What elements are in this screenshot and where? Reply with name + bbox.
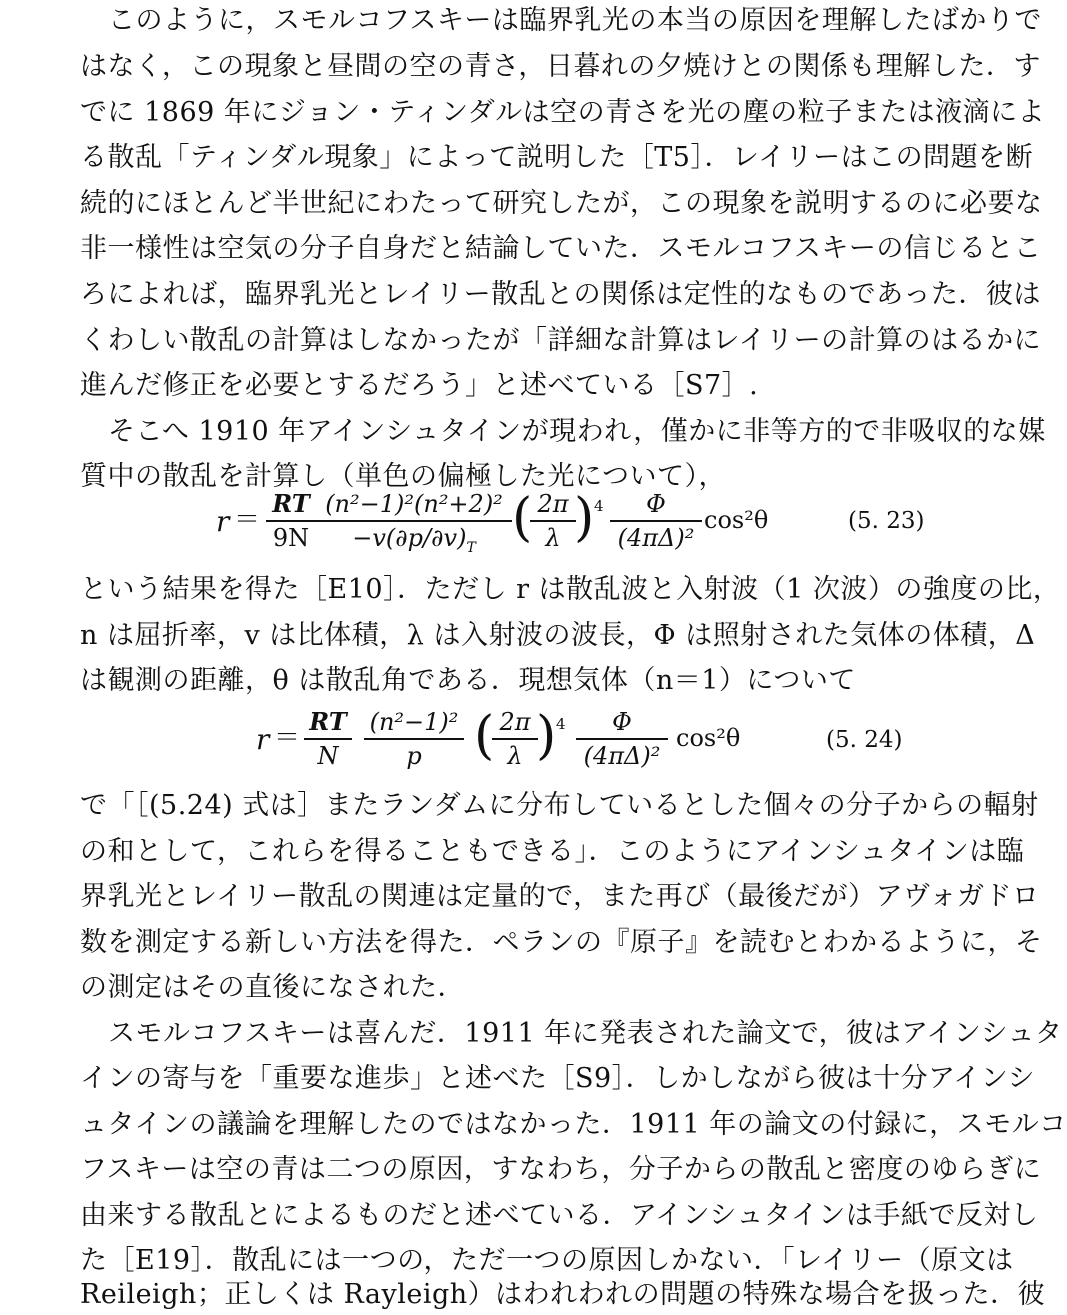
eq-denominator: λ bbox=[545, 524, 561, 552]
fraction-bar bbox=[304, 738, 352, 740]
fraction-bar bbox=[530, 520, 576, 522]
eq-numerator: 2π bbox=[537, 490, 569, 518]
eq-denominator bbox=[316, 524, 512, 562]
text-line: くわしい散乱の計算はしなかったが「詳細な計算はレイリーの計算のはるかに bbox=[80, 325, 1042, 356]
text-line: 非一様性は空気の分子自身だと結論していた．スモルコフスキーの信じるとこ bbox=[80, 233, 1042, 264]
eq-fraction bbox=[364, 708, 464, 770]
eq-numerator: Φ bbox=[646, 490, 666, 518]
text-line: でに 1869 年にジョン・ティンダルは空の青さを光の塵の粒子または液滴によ bbox=[80, 97, 1046, 128]
eq-lhs: r bbox=[256, 723, 270, 756]
text-line: そこへ 1910 年アインシュタインが現われ，僅かに非等方的で非吸収的な媒 bbox=[108, 416, 1046, 447]
text-line: という結果を得た［E10］．ただし r は散乱波と入射波（1 次波）の強度の比， bbox=[80, 574, 1061, 605]
text-line: 由来する散乱とによるものだと述べている．アインシュタインは手紙で反対し bbox=[80, 1200, 1039, 1231]
eq-fraction bbox=[530, 490, 576, 552]
text-line: 数を測定する新しい方法を得た．ペランの『原子』を読むとわかるように，そ bbox=[80, 927, 1043, 958]
text-line: ュタインの議論を理解したのではなかった．1911 年の論文の付録に，スモルコ bbox=[80, 1109, 1067, 1140]
eq-lhs: r bbox=[216, 505, 230, 538]
fraction-bar bbox=[266, 520, 316, 522]
eq-fraction bbox=[304, 708, 352, 770]
eq-fraction bbox=[266, 490, 316, 552]
eq-subscript: T bbox=[466, 539, 476, 556]
eq-equals: ＝ bbox=[234, 505, 261, 535]
text-line: n は屈折率，v は比体積，λ は入射波の波長，Φ は照射された気体の体積，Δ bbox=[80, 620, 1036, 651]
text-line: Reileigh；正しくは Rayleigh）はわれわれの問題の特殊な場合を扱った．彼 bbox=[80, 1279, 1046, 1310]
eq-denominator: N bbox=[317, 742, 339, 770]
eq-exponent: 4 bbox=[556, 715, 566, 733]
eq-denominator: (4πΔ)² bbox=[617, 524, 695, 552]
eq-denominator: (4πΔ)² bbox=[583, 742, 661, 770]
eq-numerator: RT bbox=[272, 489, 310, 518]
eq-tail: cos²θ bbox=[704, 506, 769, 534]
left-paren: ( bbox=[512, 488, 533, 548]
eq-exponent: 4 bbox=[594, 497, 604, 515]
right-paren: ) bbox=[574, 488, 595, 548]
text-line: スモルコフスキーは喜んだ．1911 年に発表された論文で，彼はアインシュタ bbox=[108, 1018, 1063, 1049]
text-line: はなく，この現象と昼間の空の青さ，日暮れの夕焼けとの関係も理解した．す bbox=[80, 51, 1041, 82]
text-line: 進んだ修正を必要とするだろう」と述べている［S7］. bbox=[80, 370, 759, 401]
text-line: で「［(5.24) 式は］またランダムに分布しているとした個々の分子からの輻射 bbox=[80, 790, 1039, 821]
eq-fraction bbox=[492, 708, 538, 770]
fraction-bar bbox=[492, 738, 538, 740]
eq-numerator: (n²−1)²(n²+2)² bbox=[325, 490, 503, 518]
eq-denominator: λ bbox=[507, 742, 523, 770]
right-paren: ) bbox=[536, 706, 557, 766]
text-line: は観測の距離，θ は散乱角である．現想気体（n＝1）について bbox=[80, 665, 856, 696]
eq-numerator: (n²−1)² bbox=[369, 708, 459, 736]
text-line: 続的にほとんど半世紀にわたって研究したが，この現象を説明するのに必要な bbox=[80, 188, 1043, 219]
fraction-bar bbox=[364, 738, 464, 740]
eq-equals: ＝ bbox=[274, 723, 301, 753]
text-line: る散乱「ティンダル現象」によって説明した［T5］．レイリーはこの問題を断 bbox=[80, 142, 1034, 173]
text-line: フスキーは空の青は二つの原因，すなわち，分子からの散乱と密度のゆらぎに bbox=[80, 1154, 1042, 1185]
fraction-bar bbox=[610, 520, 702, 522]
text-line: 界乳光とレイリー散乱の関連は定量的で，また再び（最後だが）アヴォガドロ bbox=[80, 881, 1040, 912]
left-paren: ( bbox=[474, 706, 495, 766]
eq-denominator: p bbox=[406, 742, 422, 770]
eq-fraction bbox=[316, 490, 512, 562]
text-line: インの寄与を「重要な進歩」と述べた［S9］．しかしながら彼は十分アインシ bbox=[80, 1063, 1036, 1094]
equation-number: (5. 23) bbox=[848, 508, 925, 534]
eq-denominator: 9N bbox=[272, 524, 310, 552]
eq-numerator: Φ bbox=[612, 708, 632, 736]
text-line: の測定はその直後になされた． bbox=[80, 972, 465, 1003]
eq-fraction bbox=[610, 490, 702, 552]
fraction-bar bbox=[576, 738, 668, 740]
text-line: の和として，これらを得ることもできる」．このようにアインシュタインは臨 bbox=[80, 836, 1025, 867]
eq-tail: cos²θ bbox=[676, 724, 741, 752]
eq-numerator: RT bbox=[309, 707, 347, 736]
text-line: た［E19］．散乱には一つの，ただ一つの原因しかない．「レイリー（原文は bbox=[80, 1245, 1014, 1276]
eq-denominator-main: −v(∂p/∂v) bbox=[352, 524, 467, 552]
text-line: このように，スモルコフスキーは臨界乳光の本当の原因を理解したばかりで bbox=[108, 5, 1042, 36]
fraction-bar bbox=[316, 520, 512, 522]
eq-numerator: 2π bbox=[499, 708, 531, 736]
eq-fraction bbox=[576, 708, 668, 770]
text-line: 質中の散乱を計算し（単色の偏極した光について）， bbox=[80, 461, 726, 492]
text-line: ろによれば，臨界乳光とレイリー散乱との関係は定性的なものであった．彼は bbox=[80, 279, 1041, 310]
equation-number: (5. 24) bbox=[826, 727, 903, 753]
